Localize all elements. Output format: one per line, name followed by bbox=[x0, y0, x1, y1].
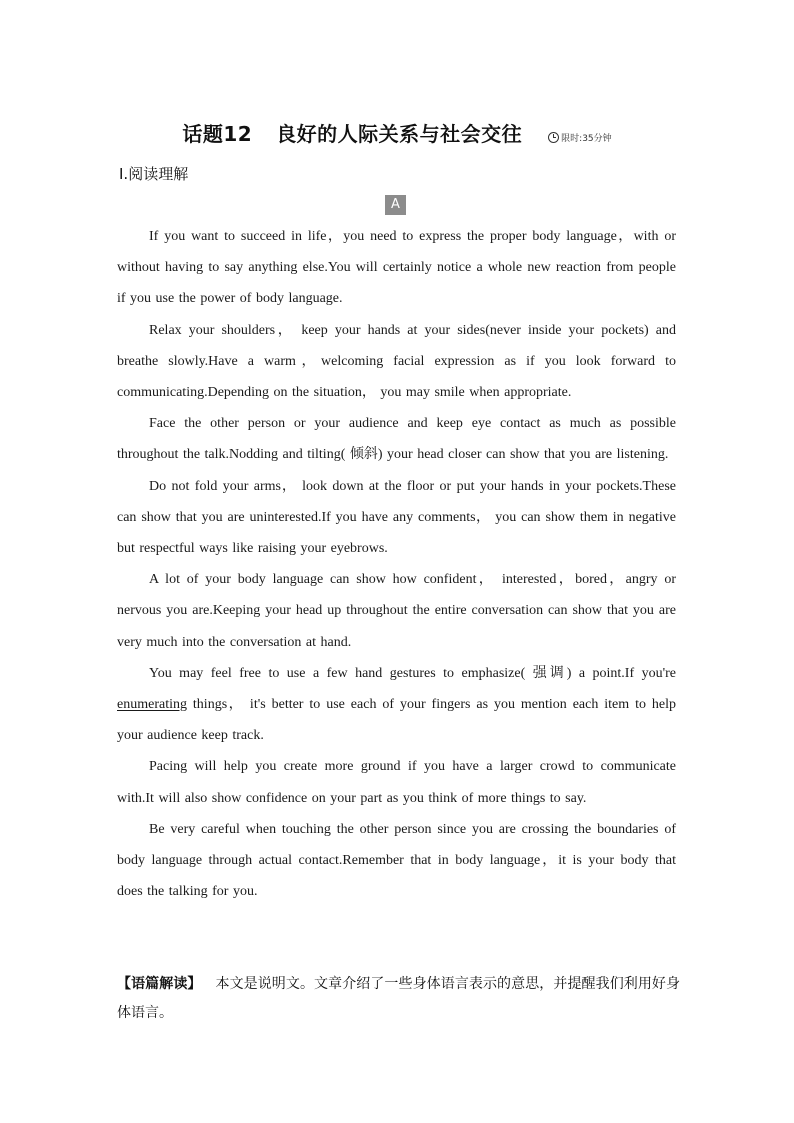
time-limit-text: 限时:35分钟 bbox=[561, 133, 612, 144]
passage-label-badge: A bbox=[385, 195, 406, 215]
paragraph-6-text-b: ) a point.If you're bbox=[566, 665, 676, 681]
paragraph-1: If you want to succeed in life，you need to express the proper body language，with or without having to say anything else.You will certainly notice a whole new reaction from people if you use the power of body language. bbox=[117, 229, 676, 307]
page-title bbox=[0, 118, 794, 147]
paragraph-6-text-c: things， it's better to use each of your fingers as you mention each item to help your audience keep track. bbox=[117, 697, 676, 744]
topic-title: 良好的人际关系与社会交往 bbox=[276, 122, 523, 146]
analysis-label: 【语篇解读】 bbox=[117, 976, 202, 992]
analysis-text: 本文是说明文。文章介绍了一些身体语言表示的意思，并提醒我们利用好身体语言。 bbox=[117, 976, 681, 1021]
paragraph-3-text-a: Face the other person or your audience and keep eye contact as much as possible throughout the talk.Nodding and tilting( bbox=[117, 416, 676, 463]
clock-icon bbox=[548, 132, 559, 143]
passage-analysis bbox=[117, 970, 680, 1028]
paragraph-6 bbox=[117, 658, 676, 752]
paragraph-7: Pacing will help you create more ground if you have a larger crowd to communicate with.It will also show confidence on your part as you think of more things to say. bbox=[117, 759, 676, 806]
underlined-word: enumerating bbox=[117, 697, 187, 713]
section-heading: Ⅰ.阅读理解 bbox=[119, 165, 189, 183]
paragraph-6-text-a: You may feel free to use a few hand gestures to emphasize( bbox=[149, 665, 526, 681]
gloss-tilting: 倾斜 bbox=[349, 446, 378, 463]
paragraph-3 bbox=[117, 408, 676, 470]
reading-passage bbox=[117, 221, 676, 907]
paragraph-2: Relax your shoulders， keep your hands at your sides(never inside your pockets) and breathe slowly.Have a warm，welcoming facial expression as if you look forward to communicating.Depending on the situation， you may smile when appropriate. bbox=[117, 322, 676, 401]
time-limit bbox=[548, 131, 612, 144]
paragraph-4: Do not fold your arms， look down at the floor or put your hands in your pockets.These can show that you are uninterested.If you have any comments， you can show them in negative but respectful ways like raising your eyebrows. bbox=[117, 478, 676, 557]
paragraph-3-text-b: ) your head closer can show that you are listening. bbox=[377, 447, 669, 463]
topic-number: 话题12 bbox=[182, 122, 253, 146]
gloss-emphasize: 强调 bbox=[532, 664, 567, 681]
paragraph-8: Be very careful when touching the other person since you are crossing the boundaries of body language through actual contact.Remember that in body language，it is your body that does the talking for you. bbox=[117, 821, 676, 900]
paragraph-5: A lot of your body language can show how confident， interested，bored，angry or nervous you are.Keeping your head up throughout the entire conversation can show that you are very much into the conversation at hand. bbox=[117, 572, 676, 650]
